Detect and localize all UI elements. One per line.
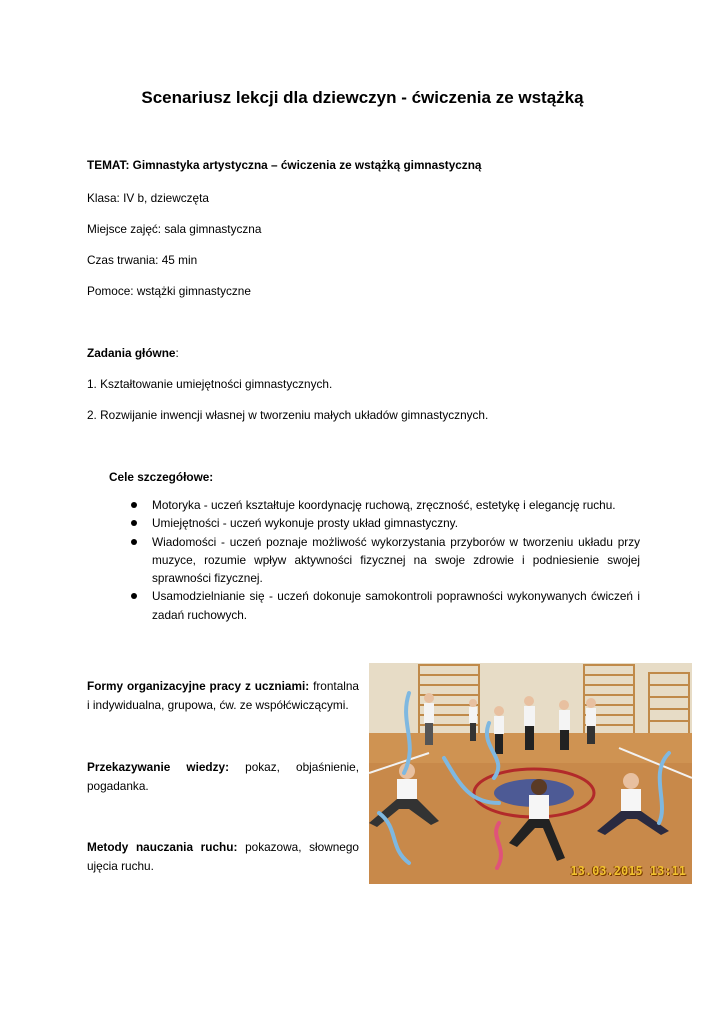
main-tasks-heading-label: Zadania główne xyxy=(87,346,176,360)
goal-item-umiejetnosci xyxy=(128,514,640,532)
main-tasks-heading-colon: : xyxy=(175,346,179,360)
detailed-goals-heading: Cele szczegółowe: xyxy=(109,470,214,484)
knowledge-transfer-paragraph xyxy=(87,758,359,796)
goal-item-wiadomosci xyxy=(128,533,640,588)
goal-text: Umiejętności - uczeń wykonuje prosty układ gimnastyczny. xyxy=(152,516,458,531)
page-title: Scenariusz lekcji dla dziewczyn - ćwiczenia ze wstążką xyxy=(141,88,584,107)
lesson-topic: TEMAT: Gimnastyka artystyczna – ćwiczenia ze wstążką gimnastyczną xyxy=(87,158,482,172)
goal-text: Wiadomości - uczeń poznaje możliwość wykorzystania przyborów w tworzeniu układu przy muzyce, rozumie wpływ aktywności fizycznej na swoje zdrowie i podniesienie swojej sprawności fizycznej. xyxy=(152,534,640,586)
knowledge-transfer-text: pokaz, objaśnienie, pogadanka. xyxy=(87,760,360,793)
goal-item-usamodzielnianie xyxy=(128,587,640,624)
teaching-methods-label: Metody nauczania ruchu: xyxy=(87,840,238,854)
gym-photo-illustration xyxy=(369,663,692,884)
duration-info: Czas trwania: 45 min xyxy=(87,253,198,267)
detailed-goals-list xyxy=(128,496,640,624)
place-info: Miejsce zajęć: sala gimnastyczna xyxy=(87,222,262,236)
forms-paragraph xyxy=(87,677,359,715)
bullet-icon xyxy=(131,502,137,508)
forms-text: frontalna i indywidualna, grupowa, ćw. ze współćwiczącymi. xyxy=(87,679,359,712)
teaching-methods-paragraph xyxy=(87,838,359,876)
goal-item-motoryka xyxy=(128,496,640,514)
aids-info: Pomoce: wstążki gimnastyczne xyxy=(87,284,251,298)
teaching-methods-text: pokazowa, słownego ujęcia ruchu. xyxy=(87,840,359,873)
gym-photo xyxy=(369,663,692,884)
main-task-2: 2. Rozwijanie inwencji własnej w tworzeniu małych układów gimnastycznych. xyxy=(87,408,489,422)
goal-text: Usamodzielnianie się - uczeń dokonuje samokontroli poprawności wykonywanych ćwiczeń i zadań ruchowych. xyxy=(152,589,640,622)
main-tasks-heading xyxy=(87,346,179,360)
knowledge-transfer-label: Przekazywanie wiedzy: xyxy=(87,760,230,774)
goal-text: Motoryka - uczeń kształtuje koordynację ruchową, zręczność, estetykę i elegancję ruchu. xyxy=(152,498,616,512)
forms-label: Formy organizacyjne pracy z uczniami: xyxy=(87,679,310,693)
class-info: Klasa: IV b, dziewczęta xyxy=(87,191,209,205)
bullet-icon xyxy=(131,593,137,599)
bullet-icon xyxy=(131,539,137,545)
photo-timestamp: 13.03.2015 13:11 xyxy=(570,864,686,878)
main-task-1: 1. Kształtowanie umiejętności gimnastycznych. xyxy=(87,377,333,391)
bullet-icon xyxy=(131,520,137,526)
